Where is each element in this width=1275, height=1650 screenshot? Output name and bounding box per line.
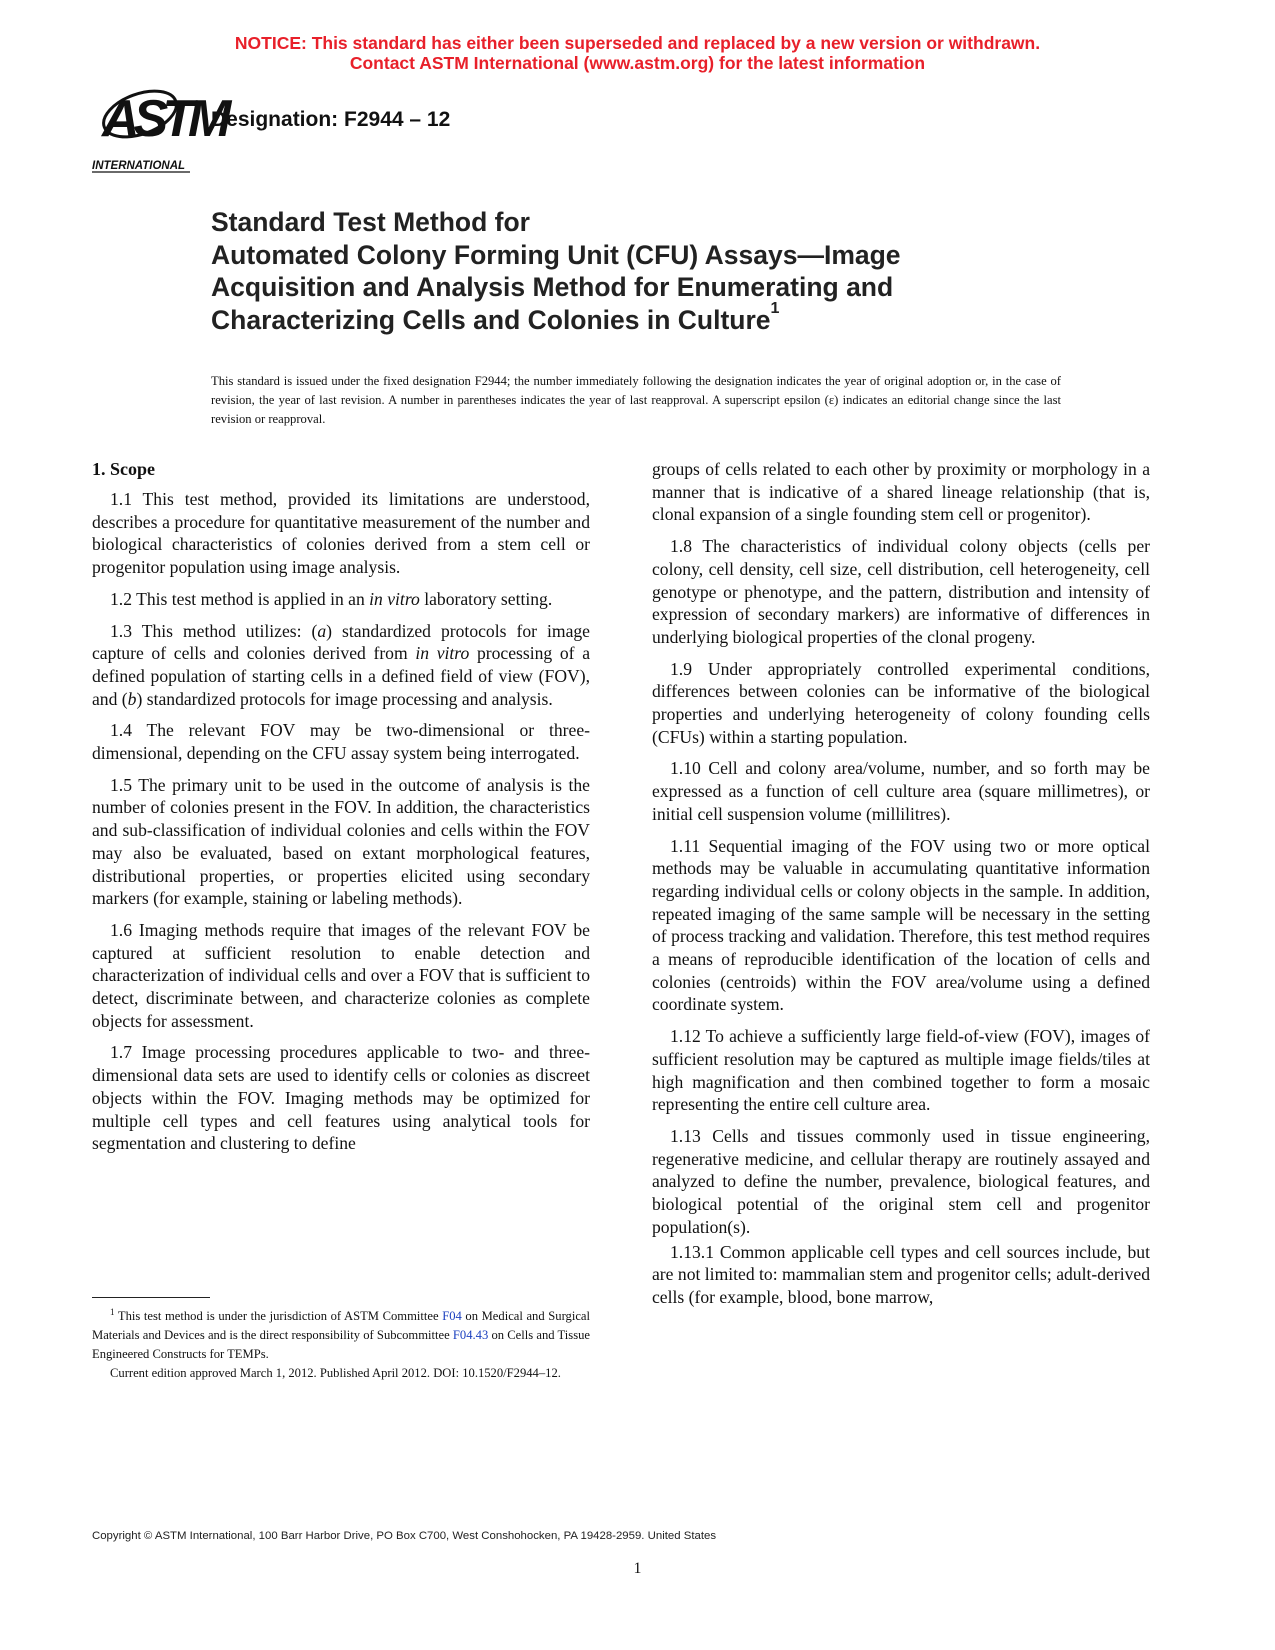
footnote-mark: 1 [110, 1307, 115, 1317]
title-footnote-mark: 1 [770, 299, 780, 317]
p1-3-italic-b: in vitro [415, 643, 470, 664]
paragraph-1-3 [92, 620, 590, 711]
title-line-4 [211, 299, 1171, 337]
footnote-text-a: This test method is under the jurisdiction of ASTM Committee [114, 1309, 443, 1324]
title-line-1: Standard Test Method for [211, 207, 530, 237]
paragraph-1-6: 1.6 Imaging methods require that images of the relevant FOV be captured at sufficient resolution to enable detection and characterization of individual cells and over a FOV that is sufficient to detect, discriminate between, and characterize colonies as complete objects for assessment. [92, 919, 590, 1031]
right-column [652, 458, 1150, 1318]
footnote-edition: Current edition approved March 1, 2012. Published April 2012. DOI: 10.1520/F2944–12. [110, 1366, 561, 1381]
p1-3-text-a: 1.3 This method utilizes: ( [110, 620, 318, 641]
astm-logo [92, 80, 226, 175]
footnote-text-b: on Medical and Surgical Materials and Devices and is the direct responsibility of Subcommittee [92, 1309, 591, 1343]
notice-line-2: Contact ASTM International (www.astm.org) for the latest information [349, 53, 926, 73]
committee-f04-link[interactable]: F04 [442, 1309, 462, 1324]
title-line-4-text: Characterizing Cells and Colonies in Culture [211, 304, 771, 335]
paragraph-1-8: 1.8 The characteristics of individual colony objects (cells per colony, cell density, cell size, cell distribution, cell heterogeneity, cell genotype or phenotype, and the pattern, distribution and intensity of expression of secondary markers) are informative of differences in underlying biological properties of the clonal progeny. [652, 536, 1150, 647]
copyright-line: Copyright © ASTM International, 100 Barr Harbor Drive, PO Box C700, West Conshohocken, PA 19428-2959. United States [92, 1530, 717, 1542]
astm-logo-icon [92, 80, 226, 175]
section-heading-scope: 1. Scope [92, 459, 155, 479]
p1-2-text-a: 1.2 This test method is applied in an [110, 588, 370, 609]
title-line-3: Acquisition and Analysis Method for Enumerating and [211, 272, 894, 302]
paragraph-1-7-continued: groups of cells related to each other by proximity or morphology in a manner that is indicative of a shared lineage relationship (that is, clonal expansion of a single founding stem cell or progenitor). [652, 459, 1150, 525]
notice-line-1: NOTICE: This standard has either been superseded and replaced by a new version or withdrawn. [234, 33, 1041, 53]
paragraph-1-11: 1.11 Sequential imaging of the FOV using two or more optical methods may be valuable in accumulating quantitative information regarding individual cells or colony objects in the sample. In addition, repeated imaging of the same sample will be necessary in the setting of process tracking and validation. Therefore, this test method requires a means of reproducible identification of the location of cells and colonies (centroids) within the FOV area/volume using a defined coordinate system. [652, 835, 1150, 1015]
page-number: 1 [633, 1560, 642, 1577]
paragraph-1-7: 1.7 Image processing procedures applicable to two- and three-dimensional data sets are used to identify cells or colonies as discreet objects within the FOV. Imaging methods may be optimized for multiple cell types and cell features using analytical tools for segmentation and clustering to define [92, 1042, 590, 1154]
paragraph-1-2 [92, 588, 590, 611]
svg-text:ASTM: ASTM [102, 90, 226, 148]
p1-3-italic-c: b [127, 688, 137, 709]
footnote-text-c: on Cells and Tissue Engineered Constructs for TEMPs. [92, 1328, 590, 1362]
p1-3-text-d: ) standardized protocols for image processing and analysis. [136, 688, 553, 709]
subcommittee-f04-43-link[interactable]: F04.43 [452, 1328, 489, 1343]
p1-2-italic: in vitro [369, 588, 420, 609]
withdrawal-notice [0, 33, 1275, 73]
p1-3-text-b: ) standardized protocols for image capture of cells and colonies derived from [92, 620, 590, 664]
paragraph-1-9: 1.9 Under appropriately controlled experimental conditions, differences between colonies can be informative of the biological properties and underlying heterogeneity of colony founding cells (CFUs) within a starting population. [652, 658, 1150, 747]
paragraph-1-12: 1.12 To achieve a sufficiently large field-of-view (FOV), images of sufficient resolution may be captured as multiple image fields/tiles at high magnification and then combined together to form a mosaic representing the entire cell culture area. [652, 1026, 1150, 1115]
paragraph-1-5: 1.5 The primary unit to be used in the outcome of analysis is the number of colonies present in the FOV. In addition, the characteristics and sub-classification of individual colonies and cells within the FOV may also be evaluated, based on extant morphological features, distributional properties, or properties elicited using secondary markers (for example, staining or labeling methods). [92, 774, 590, 909]
paragraph-1-4: 1.4 The relevant FOV may be two-dimensional or three-dimensional, depending on the CFU assay system being interrogated. [92, 720, 590, 764]
paragraph-1-13: 1.13 Cells and tissues commonly used in tissue engineering, regenerative medicine, and cellular therapy are routinely assayed and analyzed to define the number, prevalence, biological features, and biological potential of the original stem cell and progenitor population(s). [652, 1125, 1150, 1237]
footnote [92, 1303, 590, 1383]
left-column [92, 458, 590, 1155]
p1-3-italic-a: a [317, 620, 327, 641]
p1-2-text-b: laboratory setting. [419, 588, 553, 609]
p1-3-text-c: processing of a defined population of starting cells in a defined field of view (FOV), and ( [92, 643, 590, 709]
paragraph-1-13-1: 1.13.1 Common applicable cell types and cell sources include, but are not limited to: mammalian stem and progenitor cells; adult-derived cells (for example, blood, bone marrow, [652, 1241, 1150, 1307]
footnote-divider [92, 1297, 210, 1298]
paragraph-1-1: 1.1 This test method, provided its limitations are understood, describes a procedure for quantitative measurement of the number and biological characteristics of colonies derived from a stem cell or progenitor population using image analysis. [92, 489, 590, 578]
paragraph-1-10: 1.10 Cell and colony area/volume, number, and so forth may be expressed as a function of cell culture area (square millimetres), or initial cell suspension volume (millilitres). [652, 758, 1150, 824]
designation: Designation: F2944 – 12 [211, 108, 451, 131]
logo-international-text: INTERNATIONAL [92, 160, 186, 172]
standard-title [211, 206, 1171, 336]
issuance-note: This standard is issued under the fixed designation F2944; the number immediately following the designation indicates the year of original adoption or, in the case of revision, the year of last revision. A number in parentheses indicates the year of last reapproval. A superscript epsilon (ε) indicates an editorial change since the last revision or reapproval. [211, 374, 1061, 426]
footnote-jurisdiction [92, 1303, 590, 1364]
title-line-2: Automated Colony Forming Unit (CFU) Assays—Image [211, 239, 901, 270]
